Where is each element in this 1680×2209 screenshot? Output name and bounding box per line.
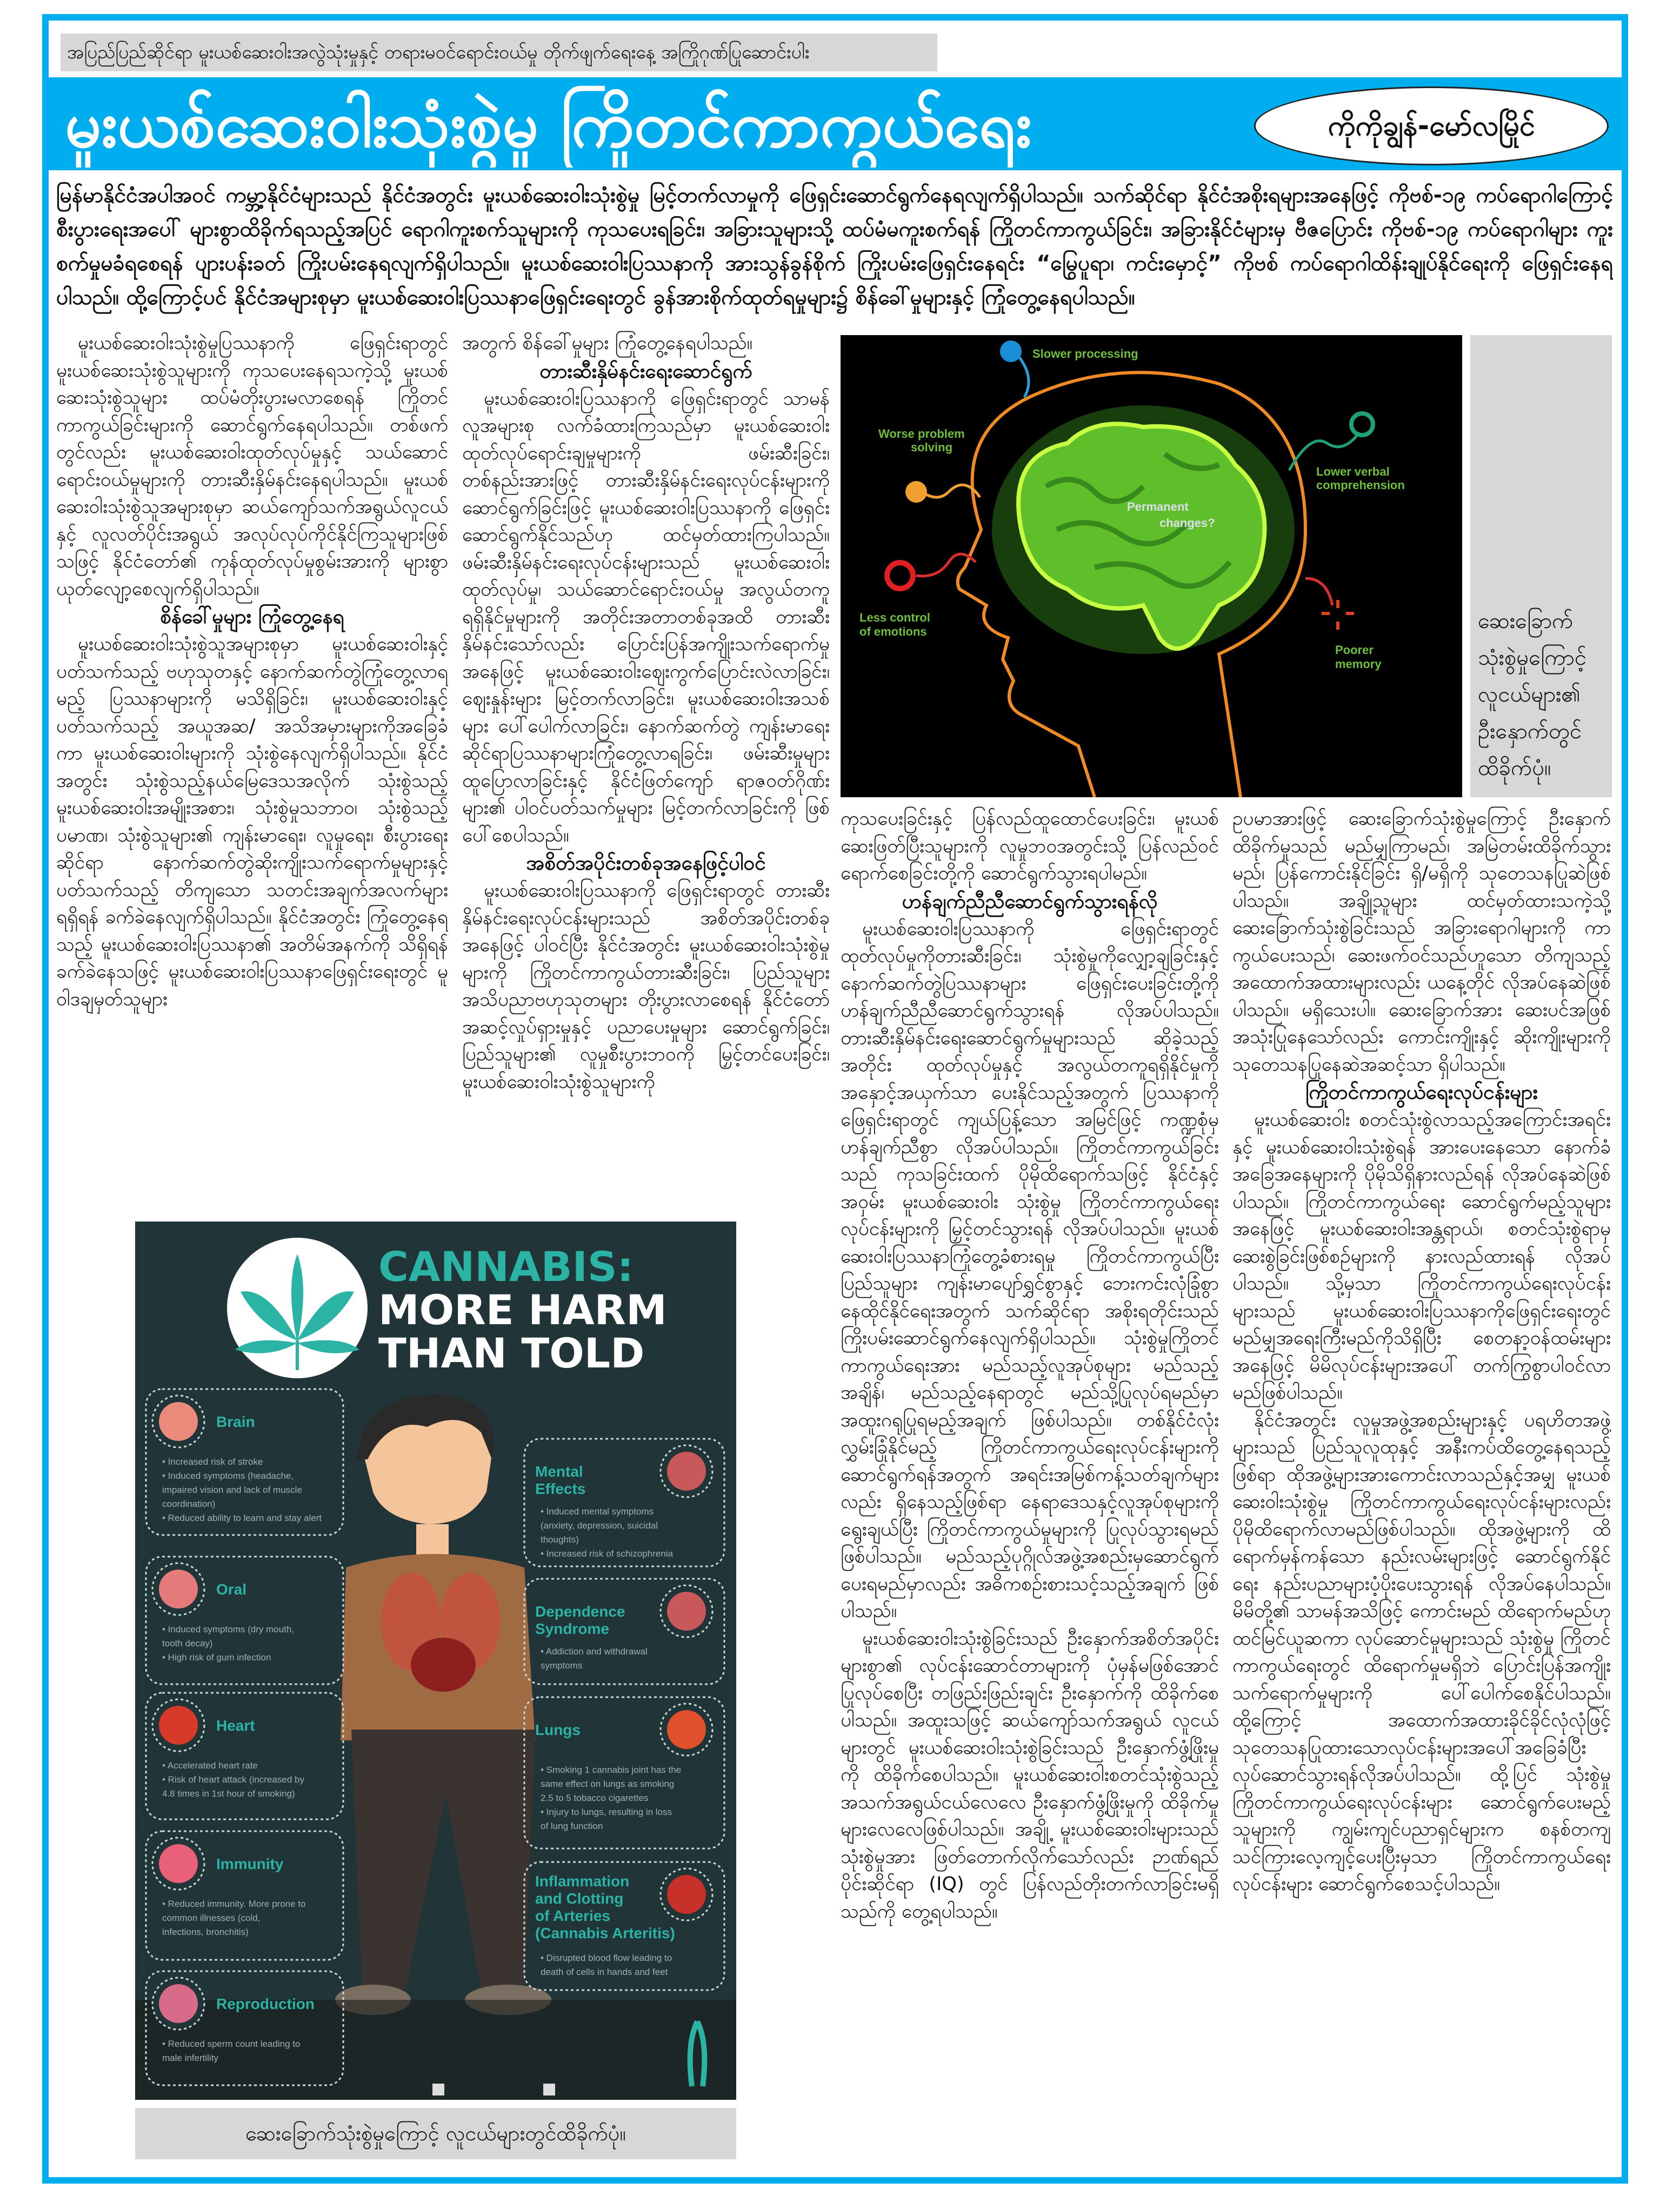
lightbulb-icon bbox=[905, 481, 927, 503]
section-title: Inflammation bbox=[535, 1873, 630, 1890]
paragraph: မူးယစ်ဆေးဝါးသုံးစွဲခြင်းသည် ဦးနှောက်အစိတ်အပိုင်းများစွာ၏ လုပ်ငန်းဆောင်တာများကို ပုံမှန်မဖြစ်အောင် ပြုလုပ်စေပြီး တဖြည်းဖြည်းချင်း ဦးနှောက်ကို ထိခိုက်စေပါသည်။ အထူးသဖြင့် ဆယ်ကျော်သက်အရွယ် လူငယ်များတွင် မူးယစ်ဆေးဝါးသုံးစွဲခြင်းသည် ဦးနှောက်ဖွံ့ဖြိုးမှုကို ထိခိုက်စေပါသည်။ မူးယစ်ဆေးဝါးစတင်သုံးစွဲသည့် အသက်အရွယ်ငယ်လေလေ ဦးနှောက်ဖွံ့ဖြိုးမှုကို ထိခိုက်မှုများလေလေဖြစ်ပါသည်။ အချို့ မူးယစ်ဆေးဝါးများသည် သုံးစွဲမှုအား ဖြတ်တောက်လိုက်သော်လည်း ဉာဏ်ရည်ပိုင်းဆိုင်ရာ (IQ) တွင် ပြန်လည်တိုးတက်လာခြင်းမရှိသည်ကို တွေ့ရပါသည်။ bbox=[841, 1627, 1219, 1923]
section-bullet: thoughts) bbox=[541, 1534, 579, 1545]
subheading: စိန်ခေါ်မှုများ ကြုံတွေ့နေရ bbox=[160, 605, 344, 628]
column-3 bbox=[841, 805, 1219, 2173]
head-brain-icon bbox=[667, 1452, 706, 1491]
center-label: changes? bbox=[1159, 516, 1215, 530]
infographic-title: MORE HARM bbox=[378, 1286, 667, 1334]
section-bullet: male infertility bbox=[162, 2053, 218, 2063]
facebook-icon bbox=[543, 2084, 555, 2095]
section-bullet: • Induced symptoms (dry mouth, bbox=[162, 1624, 295, 1634]
sperm-icon bbox=[159, 1984, 198, 2023]
paragraph: ဥပမာအားဖြင့် ဆေးခြောက်သုံးစွဲမှုကြောင့် ဦးနှောက်ထိခိုက်မှုသည် မည်မျှကြာမည်၊ အမြဲတမ်းထိခိုက်သွားမည်၊ ပြန်ကောင်းနိုင်ခြင်း ရှိ/မရှိကို သုတေသနပြုဆဲဖြစ်ပါသည်။ အချို့သူများ ထင်မှတ်ထားသကဲ့သို့ ဆေးခြောက်သုံးစွဲခြင်းသည် အခြားရောဂါများကို ကာကွယ်ပေးသည်၊ ဆေးဖက်ဝင်သည်ဟူသော တိကျသည့်အထောက်အထားများလည်း ယနေ့တိုင် လိုအပ်နေဆဲဖြစ်ပါသည်။ မရှိသေးပါ။ ဆေးခြောက်အား ဆေးပင်အဖြစ်အသုံးပြုနေသော်လည်း ကောင်းကျိုးနှင့် ဆိုးကျိုးများကို သုတေသနပြုနေဆဲအဆင့်သာ ရှိပါသည်။ bbox=[1232, 808, 1611, 1076]
infographic-title: THAN TOLD bbox=[378, 1329, 645, 1377]
section-title: Oral bbox=[216, 1581, 247, 1598]
section-bullet: • Increased risk of stroke bbox=[162, 1457, 263, 1467]
section-bullet: • Injury to lungs, resulting in loss bbox=[541, 1807, 672, 1817]
section-bullet: • Reduced immunity. More prone to bbox=[162, 1899, 306, 1909]
section-bullet: • Addiction and withdrawal bbox=[541, 1646, 648, 1657]
paragraph: နိုင်ငံအတွင်း လူမှုအဖွဲ့အစည်းများနှင့် ပရဟိတအဖွဲ့များသည် ပြည်သူလူထုနှင့် အနီးကပ်ထိတွေ့နေရသည့်ဖြစ်ရာ ထိုအဖွဲ့များအားကောင်းလာသည်နှင့်အမျှ မူးယစ်ဆေးဝါးသုံးစွဲမှု ကြိုတင်ကာကွယ်ရေးလုပ်ငန်းများလည်း ပိုမိုထိရောက်လာမည်ဖြစ်ပါသည်။ ထိုအဖွဲ့များကို ထိရောက်မှန်ကန်သော နည်းလမ်းများဖြင့် ဆောင်ရွက်နိုင်ရေး နည်းပညာများပံ့ပိုးပေးသွားရန် လိုအပ်နေပါသည်။ မိမိတို့၏ သာမန်အသိဖြင့် ကောင်းမည် ထိရောက်မည်ဟု ထင်မြင်ယူဆကာ လုပ်ဆောင်မှုများသည် သုံးစွဲမှု ကြိုတင်ကာကွယ်ရေးတွင် ထိရောက်မှုမရှိဘဲ ပြောင်းပြန်အကျိုးသက်ရောက်မှုများကို ပေါ်ပေါက်စေနိုင်ပါသည်။ ထို့ကြောင့် အထောက်အထားခိုင်ခိုင်လုံလုံဖြင့် သုတေသနပြုထားသောလုပ်ငန်းများအပေါ်အခြေခံပြီး လုပ်ဆောင်သွားရန်လိုအပ်ပါသည်။ ထို့ပြင် သုံးစွဲမှုကြိုတင်ကာကွယ်ရေးလုပ်ငန်းများ ဆောင်ရွက်ပေးမည့်သူများကို ကျွမ်းကျင်ပညာရှင်များက စနစ်တကျ သင်ကြားလေ့ကျင့်ပေးပြီးမှသာ ကြိုတင်ကာကွယ်ရေးလုပ်ငန်းများ ဆောင်ရွက်စေသင့်ပါသည်။ bbox=[1232, 1409, 1611, 1895]
section-bullet: • Induced symptoms (headache, bbox=[162, 1471, 294, 1481]
heart-icon bbox=[887, 563, 913, 589]
caption-text: ဆေးခြောက် သုံးစွဲမှုကြောင့် လူငယ်များ၏ ဦးနှောက်တွင် ထိခိုက်ပုံ။ bbox=[1478, 609, 1587, 780]
center-label: Permanent bbox=[1127, 500, 1189, 513]
paragraph: မူးယစ်ဆေးဝါးသုံးစွဲသူအများစုမှာ မူးယစ်ဆေးဝါးနှင့်ပတ်သက်သည့် ဗဟုသုတနှင့် နောက်ဆက်တွဲကြုံတွေ့လာရမည့် ပြဿနာများကို မသိရှိခြင်း၊ မူးယစ်ဆေးဝါးနှင့်ပတ်သက်သည့် အယူအဆ/ အသိအမှားများကိုအခြေခံကာ မူးယစ်ဆေးဝါးများကို သုံးစွဲနေလျက်ရှိပါသည်။ နိုင်ငံအတွင်း သုံးစွဲသည့်နယ်မြေဒေသအလိုက် သုံးစွဲသည့်မူးယစ်ဆေးဝါးအမျိုးအစား၊ သုံးစွဲမှုသဘာဝ၊ သုံးစွဲသည့်ပမာဏ၊ သုံးစွဲသူများ၏ ကျန်းမာရေး၊ လူမှုရေး၊ စီးပွားရေးဆိုင်ရာ နောက်ဆက်တွဲဆိုးကျိုးသက်ရောက်မှုများနှင့် ပတ်သက်သည့် တိကျသော သတင်းအချက်အလက်များရရှိရန် ခက်ခဲနေလျက်ရှိပါသည်။ နိုင်ငံအတွင်း ကြုံတွေ့နေရသည့် မူးယစ်ဆေးဝါးပြဿနာ၏ အတိမ်အနက်ကို သိရှိရန် ခက်ခဲနေသဖြင့် မူးယစ်ဆေးဝါးပြဿနာဖြေရှင်းရေးတွင် မူဝါဒချမှတ်သူများ bbox=[56, 633, 448, 1010]
section-bullet: common illnesses (cold, bbox=[162, 1913, 261, 1923]
brain-icon bbox=[159, 1402, 198, 1441]
instagram-icon bbox=[432, 2084, 444, 2095]
head-leaf-icon bbox=[667, 1592, 706, 1631]
section-bullet: of lung function bbox=[541, 1821, 603, 1831]
section-bullet: 4.8 times in 1st hour of smoking) bbox=[162, 1788, 295, 1799]
paragraph: မူးယစ်ဆေးဝါးပြဿနာကို ဖြေရှင်းရာတွင် တားဆီးနှိမ်နင်းရေးလုပ်ငန်းများသည် အစိတ်အပိုင်းတစ်ခုအနေဖြင့် ပါဝင်ပြီး နိုင်ငံအတွင်း မူးယစ်ဆေးဝါးသုံးစွဲမှုများကို ကြိုတင်ကာကွယ်တားဆီးခြင်း၊ ပြည်သူများအသိပညာဗဟုသုတများ တိုးပွားလာစေရန် နိုင်ငံတော်အဆင့်လှုပ်ရှားမှုနှင့် ပညာပေးမှုများ ဆောင်ရွက်ခြင်း၊ ပြည်သူများ၏ လူမှုစီးပွားဘဝကို မြှင့်တင်ပေးခြင်း၊ မူးယစ်ဆေးဝါးသုံးစွဲသူများကို bbox=[462, 880, 830, 1093]
column-1 bbox=[56, 330, 448, 1211]
paragraph: မူးယစ်ဆေးဝါးပြဿနာကို ဖြေရှင်းရာတွင် ထုတ်လုပ်မှုကိုတားဆီးခြင်း၊ သုံးစွဲမှုကိုလျှော့ချခြင်းနှင့် နောက်ဆက်တွဲပြဿနာများ ဖြေရှင်းပေးခြင်းတို့ကို ဟန်ချက်ညီညီဆောင်ရွက်သွားရန် လိုအပ်ပါသည်။ တားဆီးနှိမ်နင်းရေးဆောင်ရွက်မှုများသည် ဆိုခဲ့သည့်အတိုင်း ထုတ်လုပ်မှုနှင့် အလွယ်တကူရရှိနိုင်မှုကို အနှောင့်အယှက်သာ ပေးနိုင်သည့်အတွက် ပြဿနာကိုဖြေရှင်းရာတွင် ကျယ်ပြန့်သော အမြင်ဖြင့် ကဏ္ဍစုံမှ ဟန်ချက်ညီစွာ လိုအပ်ပါသည်။ ကြိုတင်ကာကွယ်ခြင်းသည် ကုသခြင်းထက် ပိုမိုထိရောက်သဖြင့် နိုင်ငံနှင့်အဝှမ်း မူးယစ်ဆေးဝါး သုံးစွဲမှု ကြိုတင်ကာကွယ်ရေးလုပ်ငန်းများကို မြှင့်တင်သွားရန် လိုအပ်ပါသည်။ မူးယစ်ဆေးဝါးပြဿနာကြုံတွေ့ခံစားရမှု ကြိုတင်ကာကွယ်ပြီး ပြည်သူများ ကျန်းမာပျော်ရွှင်စွာနှင့် ဘေးကင်းလုံခြုံစွာနေထိုင်နိုင်ရေးအတွက် သက်ဆိုင်ရာ အစိုးရတိုင်းသည် ကြိုးပမ်းဆောင်ရွက်နေလျက်ရှိပါသည်။ သုံးစွဲမှုကြိုတင်ကာကွယ်ရေးအား မည်သည့်လူအုပ်စုများ မည်သည့်အချိန်၊ မည်သည့်နေရာတွင် မည်သို့ပြုလုပ်ရမည်မှာ အထူးဂရုပြုရမည့်အချက် ဖြစ်ပါသည်။ တစ်နိုင်ငံလုံး လွှမ်းခြုံနိုင်မည့် ကြိုတင်ကာကွယ်ရေးလုပ်ငန်းများကို ဆောင်ရွက်ရန်အတွက် အရင်းအမြစ်ကန့်သတ်ချက်များလည်း ရှိနေသည့်ဖြစ်ရာ နေရာဒေသနှင့်လူအုပ်စုများကို ရွေးချယ်ပြီး ကြိုတင်ကာကွယ်မှုများကို ပြုလုပ်သွားရမည် ဖြစ်ပါသည်။ မည်သည့်ပုဂ္ဂိုလ်အဖွဲ့အစည်းမှဆောင်ရွက်ပေးရမည်မှာလည်း အဓိကစဉ်းစားသင့်သည့်အချက် ဖြစ်ပါသည်။ bbox=[841, 918, 1219, 1622]
lightning-icon bbox=[1000, 341, 1022, 362]
section-bullet: 2.5 to 5 tobacco cigarettes bbox=[541, 1793, 649, 1803]
lead-paragraph: မြန်မာနိုင်ငံအပါအဝင် ကမ္ဘာ့နိုင်ငံများသည် နိုင်ငံအတွင်း မူးယစ်ဆေးဝါးသုံးစွဲမှု မြင့်တက်လာမှုကို ဖြေရှင်းဆောင်ရွက်နေရလျက်ရှိပါသည်။ သက်ဆိုင်ရာ နိုင်ငံအစိုးရများအနေဖြင့် ကိုဗစ်-၁၉ ကပ်ရောဂါကြောင့် စီးပွားရေးအပေါ် များစွာထိခိုက်ရသည့်အပြင် ရောဂါကူးစက်သူများကို ကုသပေးရခြင်း၊ အခြားသူများသို့ ထပ်မံမကူးစက်ရန် ကြိုတင်ကာကွယ်ခြင်း၊ အခြားနိုင်ငံများမှ ဗီဇပြောင်း ကိုဗစ်-၁၉ ကပ်ရောဂါများ ကူးစက်မှုမခံရစေရန် ပျားပန်းခတ် ကြိုးပမ်းနေရလျက်ရှိပါသည်။ မူးယစ်ဆေးဝါးပြဿနာကို အားသွန်ခွန်စိုက် ကြိုးပမ်းဖြေရှင်းနေရင်း “မြွေပူရာ၊ ကင်းမှောင့်” ကိုဗစ် ကပ်ရောဂါထိန်းချုပ်နိုင်ရေးကို ဖြေရှင်းနေရပါသည်။ ထို့ကြောင့်ပင် နိုင်ငံအများစုမှာ မူးယစ်ဆေးဝါးပြဿနာဖြေရှင်းရေးတွင် ခွန်အားစိုက်ထုတ်ရမှုများ၌ စိန်ခေါ်မှုများနှင့် ကြုံတွေ့နေရပါသည်။ bbox=[56, 183, 1613, 310]
infographic-section-heart bbox=[146, 1693, 343, 1819]
label-less-control: of emotions bbox=[859, 625, 927, 638]
label-lower-verbal: comprehension bbox=[1316, 478, 1405, 492]
column-4 bbox=[1232, 805, 1611, 2173]
section-bullet: coordination) bbox=[162, 1499, 216, 1509]
subheading: ဟန်ချက်ညီညီဆောင်ရွက်သွားရန်လို bbox=[902, 889, 1158, 913]
immune-cell-icon bbox=[159, 1844, 198, 1883]
infographic-caption: ဆေးခြောက်သုံးစွဲမှုကြောင့် လူငယ်များတွင်ထိခိုက်ပုံ။ bbox=[135, 2108, 736, 2159]
infographic-section-lungs bbox=[524, 1697, 724, 1848]
infographic-title: CANNABIS: bbox=[378, 1243, 634, 1291]
label-poorer-memory: Poorer bbox=[1335, 643, 1374, 657]
subheading: တားဆီးနှိမ်နင်းရေးဆောင်ရွက် bbox=[539, 359, 752, 383]
section-bullet: • Risk of heart attack (increased by bbox=[162, 1774, 304, 1785]
section-title: of Arteries bbox=[535, 1907, 611, 1924]
label-lower-verbal: Lower verbal bbox=[1316, 465, 1390, 478]
paragraph: ကုသပေးခြင်းနှင့် ပြန်လည်ထူထောင်ပေးခြင်း၊ မူးယစ်ဆေးဖြတ်ပြီးသူများကို လူမှုဘဝအတွင်းသို့ ပြန်လည်ဝင်ရောက်စေခြင်းတို့ကို ဆောင်ရွက်သွားရပါမည်။ bbox=[841, 808, 1219, 884]
subheading: အစိတ်အပိုင်းတစ်ခုအနေဖြင့်ပါဝင် bbox=[526, 851, 766, 875]
section-title: Lungs bbox=[535, 1721, 581, 1738]
brain-figure-caption bbox=[1470, 335, 1612, 797]
infographic-section-dependence bbox=[524, 1579, 724, 1684]
artery-icon bbox=[667, 1875, 706, 1914]
headline: မူးယစ်ဆေးဝါးသုံးစွဲမှု ကြိုတင်ကာကွယ်ရေး bbox=[65, 87, 1032, 162]
section-bullet: symptoms bbox=[541, 1660, 583, 1671]
label-less-control: Less control bbox=[859, 611, 930, 624]
section-bullet: • High risk of gum infection bbox=[162, 1652, 271, 1663]
infographic-section-arteries bbox=[524, 1862, 724, 1990]
section-bullet: tooth decay) bbox=[162, 1638, 213, 1649]
label-slower-processing: Slower processing bbox=[1032, 347, 1138, 361]
kicker: အပြည်ပြည်ဆိုင်ရာ မူးယစ်ဆေးဝါးအလွဲသုံးမှုနှင့် တရားမဝင်ရောင်းဝယ်မှု တိုက်ဖျက်ရေးနေ့ အကြိုဂုဏ်ပြုဆောင်းပါး bbox=[61, 34, 937, 71]
heart-icon bbox=[159, 1706, 198, 1745]
paragraph: မူးယစ်ဆေးဝါး စတင်သုံးစွဲလာသည့်အကြောင်းအရင်းနှင့် မူးယစ်ဆေးဝါးသုံးစွဲရန် အားပေးနေသော နောက်ခံအခြေအနေများကို ပိုမိုသိရှိနားလည်ရန် လိုအပ်နေဆဲဖြစ်ပါသည်။ ကြိုတင်ကာကွယ်ရေး ဆောင်ရွက်မည့်သူများအနေဖြင့် မူးယစ်ဆေးဝါးအန္တရာယ်၊ စတင်သုံးစွဲရာမှ ဆေးစွဲခြင်းဖြစ်စဉ်များကို နားလည်ထားရန် လိုအပ်ပါသည်။ သို့မှသာ ကြိုတင်ကာကွယ်ရေးလုပ်ငန်းများသည် မူးယစ်ဆေးဝါးပြဿနာကိုဖြေရှင်းရေးတွင် မည်မျှအရေးကြီးမည်ကိုသိရှိပြီး စေတနာ့ဝန်ထမ်းများအနေဖြင့် မိမိလုပ်ငန်းများအပေါ် တက်ကြွစွာပါဝင်လာမည်ဖြစ်ပါသည်။ bbox=[1232, 1109, 1611, 1404]
label-poorer-memory: memory bbox=[1335, 657, 1382, 671]
section-title: Effects bbox=[535, 1480, 586, 1497]
section-bullet: death of cells in hands and feet bbox=[541, 1967, 668, 1977]
label-worse-problem-solving: Worse problem bbox=[878, 427, 965, 441]
person-illustration bbox=[335, 1394, 551, 2015]
label-worse-problem-solving: solving bbox=[911, 441, 953, 454]
paragraph: အတွက် စိန်ခေါ်မှုများ ကြုံတွေ့နေရပါသည်။ bbox=[462, 332, 753, 354]
section-title: Brain bbox=[216, 1413, 255, 1430]
section-title: (Cannabis Arteritis) bbox=[535, 1925, 675, 1941]
section-bullet: • Disrupted blood flow leading to bbox=[541, 1953, 672, 1963]
section-bullet: infections, bronchitis) bbox=[162, 1927, 249, 1937]
infographic-section-mental bbox=[524, 1439, 724, 1566]
section-bullet: • Increased risk of schizophrenia bbox=[541, 1549, 674, 1559]
section-title: Dependence bbox=[535, 1603, 625, 1620]
infographic-section-oral bbox=[146, 1557, 343, 1684]
section-bullet: impaired vision and lack of muscle bbox=[162, 1485, 302, 1495]
infographic-section-immunity bbox=[146, 1831, 343, 1960]
speech-bubble-icon bbox=[1351, 413, 1373, 435]
paragraph: မူးယစ်ဆေးဝါးသုံးစွဲမှုပြဿနာကို ဖြေရှင်းရာတွင် မူးယစ်ဆေးသုံးစွဲသူများကို ကုသပေးနေရသကဲ့သို့ မူးယစ်ဆေးသုံးစွဲသူများ ထပ်မံတိုးပွားမလာစေရန် ကြိုတင်ကာကွယ်ခြင်းများကို ဆောင်ရွက်နေရပါသည်။ တစ်ဖက်တွင်လည်း မူးယစ်ဆေးဝါးထုတ်လုပ်မှုနှင့် သယ်ဆောင်ရောင်းဝယ်မှုများကို တားဆီးနှိမ်နင်းနေရပါသည်။ မူးယစ်ဆေးဝါးသုံးစွဲသူအများစုမှာ ဆယ်ကျော်သက်အရွယ်လူငယ်နှင့် လူလတ်ပိုင်းအရွယ် အလုပ်လုပ်ကိုင်နိုင်ကြသူများဖြစ်သဖြင့် နိုင်ငံတော်၏ ကုန်ထုတ်လုပ်မှုစွမ်းအားကို များစွာယုတ်လျော့စေလျက်ရှိပါသည်။ bbox=[56, 332, 448, 600]
section-bullet: (anxiety, depression, suicidal bbox=[541, 1520, 658, 1531]
section-bullet: • Induced mental symptoms bbox=[541, 1506, 654, 1517]
paragraph: မူးယစ်ဆေးဝါးပြဿနာကို ဖြေရှင်းရာတွင် သာမန်လူအများစု လက်ခံထားကြသည်မှာ မူးယစ်ဆေးဝါးထုတ်လုပ်ရောင်းချမှုများကို ဖမ်းဆီးခြင်း၊ တစ်နည်းအားဖြင့် တားဆီးနှိမ်နင်းရေးလုပ်ငန်းများကို ဆောင်ရွက်ခြင်းဖြင့် မူးယစ်ဆေးဝါးပြဿနာကို ဖြေရှင်းဆောင်ရွက်နိုင်သည်ဟု ထင်မှတ်ထားကြပါသည်။ ဖမ်းဆီးနှိမ်နင်းရေးလုပ်ငန်းများသည် မူးယစ်ဆေးဝါးထုတ်လုပ်မှု၊ သယ်ဆောင်ရောင်းဝယ်မှု အလွယ်တကူရရှိနိုင်မှုများကို အတိုင်းအတာတစ်ခုအထိ တားဆီးနှိမ်နင်းသော်လည်း ပြောင်းပြန်အကျိုးသက်ရောက်မှုအနေဖြင့် မူးယစ်ဆေးဝါးဈေးကွက်ပြောင်းလဲလာခြင်း၊ ဈေးနှုန်းများ မြင့်တက်လာခြင်း၊ မူးယစ်ဆေးဝါးအသစ်များ ပေါ်ပေါက်လာခြင်း၊ နောက်ဆက်တွဲ ကျန်းမာရေးဆိုင်ရာပြဿနာများကြုံတွေ့လာရခြင်း၊ ဖမ်းဆီးမှုများထူပြောလာခြင်းနှင့် နိုင်ငံဖြတ်ကျော် ရာဇဝတ်ဂိုဏ်းများ၏ ပါဝင်ပတ်သက်မှုများ မြင့်တက်လာခြင်းကို ဖြစ်ပေါ်စေပါသည်။ bbox=[462, 388, 830, 846]
section-bullet: • Reduced sperm count leading to bbox=[162, 2039, 301, 2049]
section-title: Reproduction bbox=[216, 1996, 315, 2012]
brain-illustration bbox=[841, 335, 1462, 797]
section-bullet: • Accelerated heart rate bbox=[162, 1760, 258, 1771]
section-title: Mental bbox=[535, 1463, 583, 1480]
section-bullet: • Reduced ability to learn and stay alert bbox=[162, 1513, 322, 1523]
infographic-section-brain bbox=[146, 1389, 343, 1535]
byline: ကိုကိုချွန်-မော်လမြိုင် bbox=[1254, 86, 1609, 165]
cannabis-infographic bbox=[135, 1222, 736, 2100]
mouth-icon bbox=[159, 1570, 198, 1609]
section-bullet: • Smoking 1 cannabis joint has the bbox=[541, 1765, 682, 1775]
subheading: ကြိုတင်ကာကွယ်ရေးလုပ်ငန်းများ bbox=[1305, 1080, 1538, 1104]
burst-icon bbox=[1322, 600, 1354, 630]
section-title: and Clotting bbox=[535, 1890, 624, 1907]
section-bullet: same effect on lungs as smoking bbox=[541, 1779, 675, 1789]
section-title: Immunity bbox=[216, 1856, 284, 1872]
section-title: Syndrome bbox=[535, 1620, 609, 1637]
section-title: Heart bbox=[216, 1717, 255, 1734]
lungs-icon bbox=[667, 1710, 706, 1749]
column-2 bbox=[462, 330, 830, 1211]
